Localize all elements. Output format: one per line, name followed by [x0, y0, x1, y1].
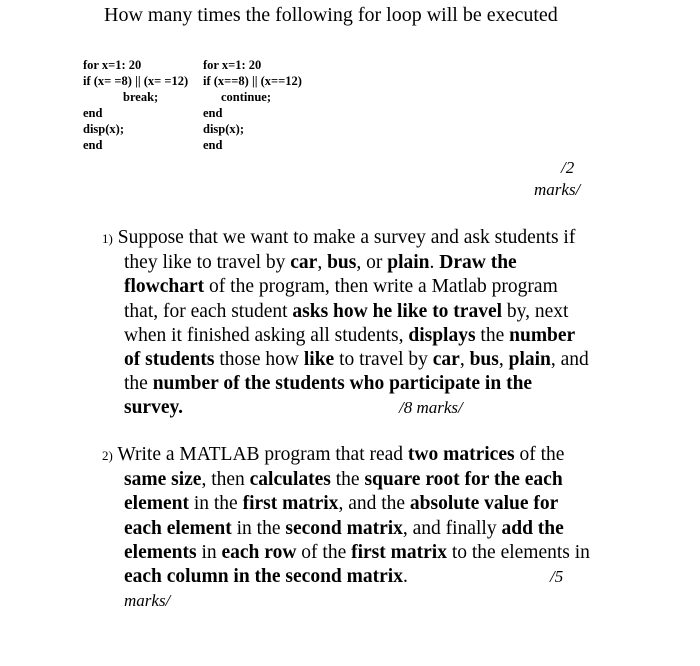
- question-1: 1) Suppose that we want to make a survey and ask students if they like to travel by car, bus, or plain. Draw the flowchart of the program, then write a Matlab program that, for each student asks how he like to travel by, next when it finished asking all students, displays the number of students those how like to travel by car, bus, plain, and the number of the students who participate in the survey. /8 marks/: [102, 226, 692, 421]
- code-line: end: [83, 106, 103, 120]
- code-block-break: [83, 57, 188, 153]
- code-block-continue: [203, 57, 302, 153]
- code-line: end: [203, 138, 223, 152]
- question-2: 2) Write a MATLAB program that read two matrices of the same size, then calculates the square root for the each element in the first matrix, and the absolute value for each element in the second matrix, and finally add the elements in each row of the first matrix to the elements in each column in the second matrix. /5 marks/: [102, 444, 590, 611]
- code-line: break;: [123, 90, 159, 104]
- q2-marks-label: marks/: [124, 591, 171, 611]
- code-line: for x=1: 20: [83, 58, 142, 72]
- q1-marks: /8 marks/: [399, 398, 463, 418]
- marks-value: /2: [561, 158, 575, 177]
- code-line: if (x= =8) || (x= =12): [83, 74, 189, 88]
- question-number: 1): [102, 231, 113, 246]
- q1-text: Suppose that we want to make a survey and ask students if: [117, 227, 576, 248]
- question-title: How many times the following for loop will be executed: [104, 4, 558, 26]
- code-line: end: [203, 106, 223, 120]
- code-line: disp(x);: [83, 122, 124, 136]
- question-number: 2): [102, 448, 113, 463]
- code-line: end: [83, 138, 103, 152]
- code-line: disp(x);: [203, 122, 244, 136]
- q2-marks-value: /5: [550, 567, 564, 587]
- marks-label: marks/: [534, 180, 581, 199]
- code-line: continue;: [221, 90, 271, 104]
- code-line: for x=1: 20: [203, 58, 262, 72]
- code-line: if (x==8) || (x==12): [203, 74, 302, 88]
